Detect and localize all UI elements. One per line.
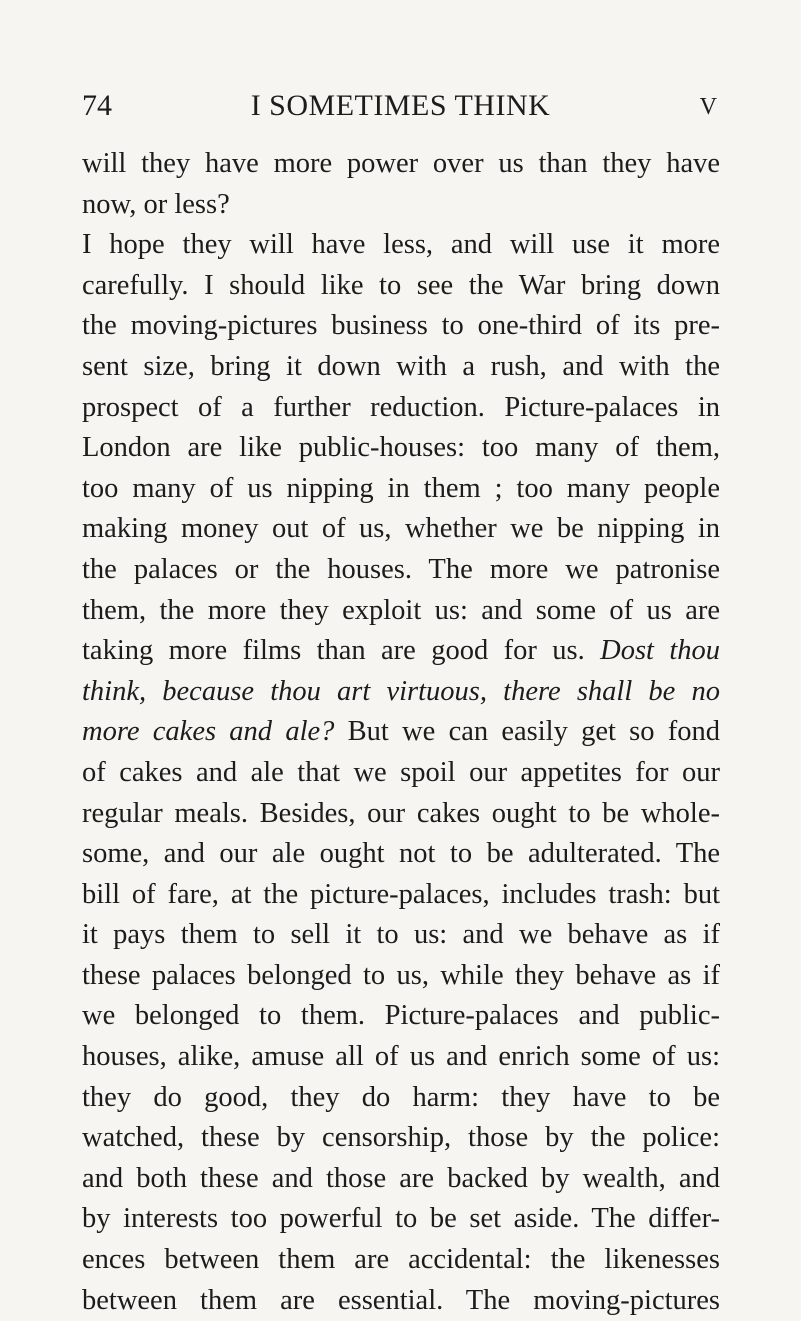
- text-line: [82, 631, 720, 672]
- text-line: bill of fare, at the picture-palaces, includes trash: but: [82, 878, 720, 910]
- text-line: ences between them are accidental: the likenesses: [82, 1244, 720, 1276]
- quotation-line: think, because thou art virtuous, there shall be no: [82, 675, 720, 707]
- text-line: some, and our ale ought not to be adulterated. The: [82, 838, 720, 870]
- text-line: the moving-pictures business to one-third of its pre-: [82, 310, 720, 342]
- text-line: watched, these by censorship, those by the police:: [82, 1122, 720, 1154]
- text-segment: But we can easily get so fond: [347, 716, 721, 748]
- text-line: now, or less?: [82, 188, 230, 220]
- quotation-text: more cakes and ale?: [82, 716, 335, 748]
- text-line: they do good, they do harm: they have to be: [82, 1081, 720, 1113]
- text-segment: taking more films than are good for us.: [82, 635, 585, 667]
- text-line: [82, 712, 720, 753]
- running-header: [0, 86, 801, 126]
- text-line: these palaces belonged to us, while they behave as if: [82, 959, 720, 991]
- text-line: London are like public-houses: too many of them,: [82, 432, 720, 464]
- quotation-text: Dost thou: [600, 635, 721, 667]
- section-mark: V: [699, 94, 717, 120]
- text-line: them, the more they exploit us: and some of us are: [82, 594, 720, 626]
- text-line: the palaces or the houses. The more we patronise: [82, 553, 720, 585]
- text-line: between them are essential. The moving-pictures: [82, 1284, 720, 1316]
- text-line: regular meals. Besides, our cakes ought to be whole-: [82, 797, 720, 829]
- body-text: [82, 144, 720, 1321]
- text-line: carefully. I should like to see the War bring down: [82, 269, 720, 301]
- text-line: too many of us nipping in them ; too many people: [82, 472, 720, 504]
- text-line: of cakes and ale that we spoil our appetites for our: [82, 756, 720, 788]
- text-line: houses, alike, amuse all of us and enrich some of us:: [82, 1041, 720, 1073]
- running-title: I SOMETIMES THINK: [250, 89, 551, 122]
- text-line: will they have more power over us than they have: [82, 148, 720, 179]
- text-line: and both these and those are backed by wealth, and: [82, 1162, 720, 1194]
- text-line: making money out of us, whether we be nipping in: [82, 513, 720, 545]
- page-number: 74: [82, 89, 112, 122]
- text-line: we belonged to them. Picture-palaces and public-: [82, 1000, 720, 1032]
- text-line: it pays them to sell it to us: and we behave as if: [82, 919, 720, 951]
- text-line: prospect of a further reduction. Picture-palaces in: [82, 391, 720, 423]
- text-line: I hope they will have less, and will use it more: [82, 229, 720, 261]
- text-line: sent size, bring it down with a rush, and with the: [82, 350, 720, 382]
- text-line: by interests too powerful to be set aside. The differ-: [82, 1203, 720, 1235]
